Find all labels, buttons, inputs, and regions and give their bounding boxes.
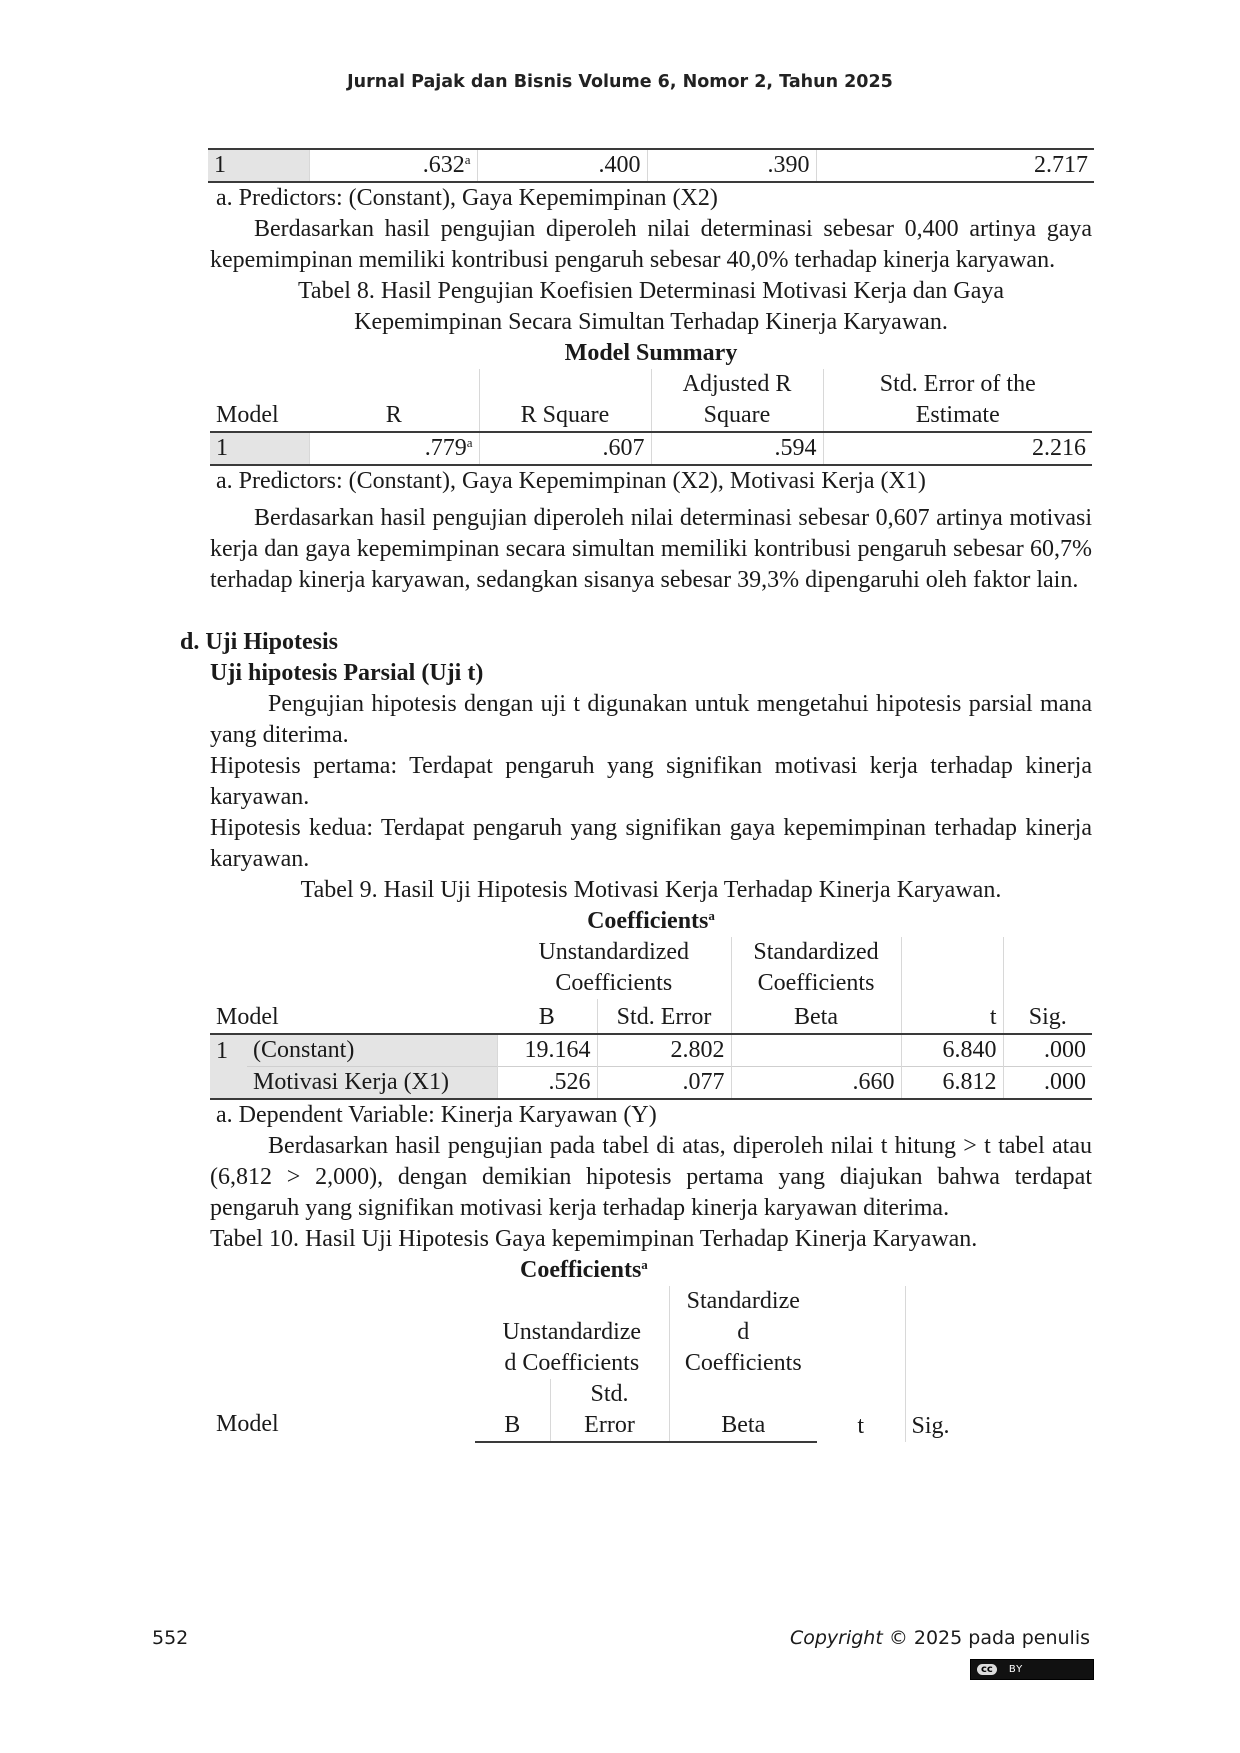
paragraph: Berdasarkan hasil pengujian diperoleh nilai determinasi sebesar 0,400 artinya gaya kepemimpinan memiliki kontribusi pengaruh sebesar 40,0% terhadap kinerja karyawan. xyxy=(210,216,1092,273)
table8-header-model: Model xyxy=(216,402,279,428)
table9-se: .077 xyxy=(597,1067,731,1100)
table7 xyxy=(208,148,1094,183)
hypothesis-1: Hipotesis pertama: Terdapat pengaruh yang signifikan motivasi kerja terhadap kinerja karyawan. xyxy=(210,753,1092,810)
table9-header-unstd: Unstandardized Coefficients xyxy=(538,939,690,996)
table9-b: 19.164 xyxy=(497,1034,597,1067)
table10-title: Coefficients$^a$ xyxy=(520,1257,648,1283)
table8-header-r: R xyxy=(385,402,402,428)
table10-header-beta: Beta xyxy=(669,1379,817,1442)
table9-beta xyxy=(731,1034,901,1067)
table9-header-model: Model xyxy=(216,1004,279,1030)
paragraph: Pengujian hipotesis dengan uji t digunakan untuk mengetahui hipotesis parsial mana yang diterima. xyxy=(210,691,1092,748)
table9-beta: .660 xyxy=(731,1067,901,1100)
cc-icon: cc xyxy=(977,1664,997,1675)
table8-adj-r-square: .594 xyxy=(651,432,823,465)
table8-caption-line1: Tabel 8. Hasil Pengujian Koefisien Determinasi Motivasi Kerja dan Gaya xyxy=(297,278,1005,304)
table-row xyxy=(210,432,1092,465)
table10-header-b: B xyxy=(475,1379,550,1442)
table8-std-error: 2.216 xyxy=(823,432,1092,465)
table8-r: .779$^a$ xyxy=(309,432,479,465)
table9-note: a. Dependent Variable: Kinerja Karyawan (Y) xyxy=(216,1102,657,1128)
copyright: Copyright © 2025 pada penulis xyxy=(789,1627,1090,1649)
table9-name: (Constant) xyxy=(247,1034,497,1067)
table9-b: .526 xyxy=(497,1067,597,1100)
table9-header-beta: Beta xyxy=(731,999,901,1034)
table9-sig: .000 xyxy=(1003,1034,1092,1067)
table8-r-square: .607 xyxy=(479,432,651,465)
table9-se: 2.802 xyxy=(597,1034,731,1067)
table9-header-std: Standardized Coefficients xyxy=(731,937,901,999)
table9-model xyxy=(210,1067,247,1100)
table9-sig: .000 xyxy=(1003,1067,1092,1100)
table10-header-std: Standardize d Coefficients xyxy=(669,1286,817,1379)
table9 xyxy=(210,937,1092,1100)
table7-note: a. Predictors: (Constant), Gaya Kepemimpinan (X2) xyxy=(216,185,718,211)
section-subheading: Uji hipotesis Parsial (Uji t) xyxy=(210,660,484,686)
table8-header-r-square: R Square xyxy=(479,369,651,432)
table10-header-std-error: Std. Error xyxy=(550,1379,669,1442)
table10 xyxy=(210,1286,1092,1443)
table10-header-model: Model xyxy=(216,1411,279,1437)
table9-t: 6.840 xyxy=(901,1034,1003,1067)
paragraph: Berdasarkan hasil pengujian diperoleh nilai determinasi sebesar 0,607 artinya motivasi kerja dan gaya kepemimpinan secara simultan memiliki kontribusi pengaruh sebesar 60,7% terhadap kinerja karyawan, sedangkan sisanya sebesar 39,3% dipengaruhi oleh faktor lain. xyxy=(210,505,1092,593)
table9-title: Coefficients$^a$ xyxy=(587,908,715,934)
table9-t: 6.812 xyxy=(901,1067,1003,1100)
table-header-row xyxy=(210,1379,1092,1442)
table-row xyxy=(210,1034,1092,1067)
table9-header-std-error: Std. Error xyxy=(597,999,731,1034)
table8-caption-line2: Kepemimpinan Secara Simultan Terhadap Kinerja Karyawan. xyxy=(354,309,948,335)
table7-r: .632$^a$ xyxy=(309,149,477,182)
page-content xyxy=(180,148,1092,1443)
table8-header-adj: Adjusted R Square xyxy=(651,369,823,432)
page-number: 552 xyxy=(152,1627,189,1649)
table9-name: Motivasi Kerja (X1) xyxy=(247,1067,497,1100)
table9-header-b: B xyxy=(538,1004,555,1030)
table9-model: 1 xyxy=(210,1034,247,1067)
table9-header-sig: Sig. xyxy=(1003,999,1092,1034)
table7-adj-r-square: .390 xyxy=(647,149,816,182)
table10-header-t: t xyxy=(857,1413,865,1439)
table10-header-sig: Sig. xyxy=(905,1379,1092,1442)
table7-model: 1 xyxy=(208,149,309,182)
section-heading: d. Uji Hipotesis xyxy=(180,629,339,655)
table-header-row xyxy=(210,1286,1092,1379)
table-row xyxy=(210,1067,1092,1100)
table7-std-error: 2.717 xyxy=(816,149,1094,182)
table8-model: 1 xyxy=(210,432,309,465)
table-header-row xyxy=(210,369,1092,432)
by-label: BY xyxy=(1008,1664,1024,1675)
table8-note: a. Predictors: (Constant), Gaya Kepemimpinan (X2), Motivasi Kerja (X1) xyxy=(216,468,926,494)
table-header-row xyxy=(210,937,1092,999)
journal-header: Jurnal Pajak dan Bisnis Volume 6, Nomor 2, Tahun 2025 xyxy=(347,72,893,92)
paragraph: Berdasarkan hasil pengujian pada tabel di atas, diperoleh nilai t hitung > t tabel atau (6,812 > 2,000), dengan demikian hipotesis pertama yang diajukan bahwa terdapat pengaruh yang signifikan motivasi kerja terhadap kinerja karyawan diterima. xyxy=(210,1133,1092,1221)
table8-title: Model Summary xyxy=(564,340,738,366)
table-header-row xyxy=(210,999,1092,1034)
table-row xyxy=(208,149,1094,182)
table9-header-t: t xyxy=(901,999,1003,1034)
table10-header-unstd: Unstandardize d Coefficients xyxy=(502,1319,642,1376)
table9-caption: Tabel 9. Hasil Uji Hipotesis Motivasi Kerja Terhadap Kinerja Karyawan. xyxy=(300,877,1002,903)
table8-header-std-error: Std. Error of the Estimate xyxy=(823,369,1092,432)
cc-by-license-icon[interactable] xyxy=(970,1659,1094,1680)
table10-caption: Tabel 10. Hasil Uji Hipotesis Gaya kepemimpinan Terhadap Kinerja Karyawan. xyxy=(210,1226,978,1252)
table8 xyxy=(210,369,1092,466)
table7-r-square: .400 xyxy=(477,149,647,182)
hypothesis-2: Hipotesis kedua: Terdapat pengaruh yang signifikan gaya kepemimpinan terhadap kinerja karyawan. xyxy=(210,815,1092,872)
